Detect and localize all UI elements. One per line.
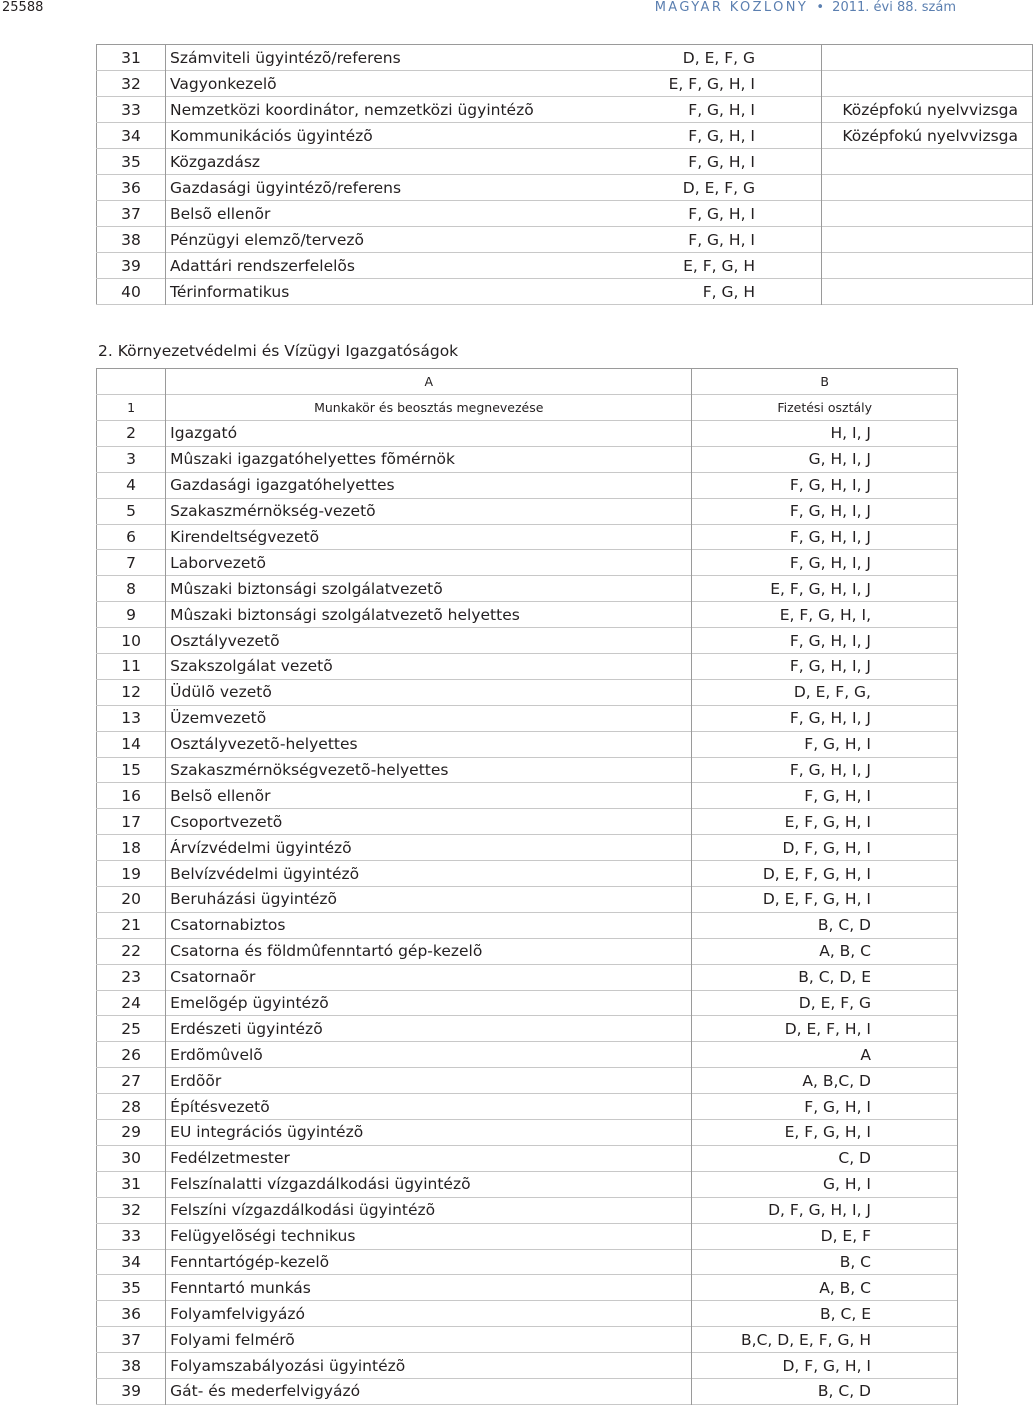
table-row [97,45,1033,71]
table-row [97,938,958,964]
table-row [97,279,1033,305]
job-title: Erdészeti ügyintézõ [166,1016,692,1042]
pay-class: D, E, F, G [692,990,958,1016]
job-title: Számviteli ügyintézõ/referens [170,48,401,67]
row-number: 24 [97,990,166,1016]
requirement [822,227,1033,253]
pay-class: E, F, G, H, I, [692,602,958,628]
requirement [822,45,1033,71]
row-number: 35 [97,149,166,175]
table-row [97,835,958,861]
row-number: 22 [97,938,166,964]
row-number: 4 [97,472,166,498]
job-title: Gát- és mederfelvigyázó [166,1378,692,1404]
table-row [97,964,958,990]
table-row [97,1016,958,1042]
page-header [0,0,960,18]
table-row [97,912,958,938]
pay-class: F, G, H, I, J [692,705,958,731]
table-row [97,654,958,680]
row-number: 31 [97,1171,166,1197]
row-number: 34 [97,123,166,149]
job-title: Fedélzetmester [166,1145,692,1171]
corner-cell [97,369,166,395]
pay-class: F, G, H [562,279,822,305]
pay-class: D, E, F, G [562,45,822,71]
row-number: 38 [97,1353,166,1379]
row-number: 11 [97,654,166,680]
job-title: Gazdasági igazgatóhelyettes [166,472,692,498]
table-row [97,201,1033,227]
table-row [97,1145,958,1171]
job-title: Vagyonkezelõ [170,74,277,93]
requirement [822,175,1033,201]
job-title: Mûszaki biztonsági szolgálatvezetõ [166,576,692,602]
pay-class: E, F, G, H, I [692,1120,958,1146]
table-row [97,1327,958,1353]
table-row [97,1197,958,1223]
row-number: 31 [97,45,166,71]
row-number: 13 [97,705,166,731]
row-number: 21 [97,912,166,938]
pay-class: F, G, H, I, J [692,498,958,524]
row-number: 39 [97,253,166,279]
table-row [97,123,1033,149]
section-2-title: 2. Környezetvédelmi és Vízügyi Igazgatóságok [98,342,459,360]
row-number: 14 [97,731,166,757]
job-title: Igazgató [166,421,692,447]
pay-class: B, C, D [692,1378,958,1404]
header-pay-class: Fizetési osztály [692,395,958,421]
job-title: Kommunikációs ügyintézõ [170,126,373,145]
pay-class: A [692,1042,958,1068]
pay-class: B, C, E [692,1301,958,1327]
page-number: 25588 [2,0,44,15]
job-title: Folyamszabályozási ügyintézõ [166,1353,692,1379]
column-header-row [97,395,958,421]
job-title: Emelõgép ügyintézõ [166,990,692,1016]
pay-class: D, F, G, H, I, J [692,1197,958,1223]
requirement [822,149,1033,175]
job-title: Folyamfelvigyázó [166,1301,692,1327]
row-number: 3 [97,446,166,472]
row-number: 19 [97,861,166,887]
pay-class: D, E, F, G [562,175,822,201]
row-number: 2 [97,421,166,447]
pay-class: F, G, H, I, J [692,524,958,550]
table-2 [96,368,958,1405]
pay-class: F, G, H, I [692,783,958,809]
pay-class: E, F, G, H, I [562,71,822,97]
job-title: Belvízvédelmi ügyintézõ [166,861,692,887]
table-row [97,990,958,1016]
table-row [97,227,1033,253]
table-row [97,628,958,654]
row-number: 40 [97,279,166,305]
requirement: Középfokú nyelvvizsga [822,123,1033,149]
pay-class: F, G, H, I [692,731,958,757]
pay-class: E, F, G, H, I [692,809,958,835]
table-row [97,576,958,602]
job-title: Felügyelõségi technikus [166,1223,692,1249]
job-title: Erdõõr [166,1068,692,1094]
row-number: 36 [97,1301,166,1327]
table-row [97,524,958,550]
pay-class: E, F, G, H [562,253,822,279]
pay-class: F, G, H, I [562,97,822,123]
row-number: 34 [97,1249,166,1275]
row-number: 9 [97,602,166,628]
job-title: Gazdasági ügyintézõ/referens [170,178,402,197]
job-title: Felszíni vízgazdálkodási ügyintézõ [166,1197,692,1223]
requirement [822,253,1033,279]
row-number: 8 [97,576,166,602]
pay-class: D, E, F [692,1223,958,1249]
table-row [97,149,1033,175]
row-number: 33 [97,97,166,123]
job-title: Pénzügyi elemzõ/tervezõ [170,230,364,249]
row-number: 28 [97,1094,166,1120]
row-number: 29 [97,1120,166,1146]
job-title: Fenntartógép-kezelõ [166,1249,692,1275]
pay-class: A, B, C [692,938,958,964]
pay-class: F, G, H, I [562,227,822,253]
table-row [97,809,958,835]
row-number: 12 [97,679,166,705]
column-letter-row [97,369,958,395]
job-title: Mûszaki igazgatóhelyettes fõmérnök [166,446,692,472]
row-number: 37 [97,201,166,227]
job-title: Csatornaõr [166,964,692,990]
pay-class: D, F, G, H, I [692,835,958,861]
row-number: 32 [97,1197,166,1223]
job-title: Csoportvezetõ [166,809,692,835]
pay-class: F, G, H, I, J [692,550,958,576]
pay-class: F, G, H, I [562,123,822,149]
column-b-letter: B [692,369,958,395]
requirement [822,71,1033,97]
row-number: 37 [97,1327,166,1353]
pay-class: E, F, G, H, I, J [692,576,958,602]
table-row [97,1275,958,1301]
job-title: Felszínalatti vízgazdálkodási ügyintézõ [166,1171,692,1197]
table-row [97,1068,958,1094]
table-row [97,757,958,783]
table-row [97,1223,958,1249]
row-number: 30 [97,1145,166,1171]
pay-class: B, C [692,1249,958,1275]
job-title: Belsõ ellenõr [166,783,692,809]
job-title: Beruházási ügyintézõ [166,887,692,913]
row-number: 20 [97,887,166,913]
job-title: Kirendeltségvezetõ [166,524,692,550]
pay-class: G, H, I, J [692,446,958,472]
row-number: 16 [97,783,166,809]
table-row [97,679,958,705]
table-row [97,602,958,628]
pay-class: D, F, G, H, I [692,1353,958,1379]
table-row [97,1378,958,1404]
journal-title [655,0,956,15]
row-number: 10 [97,628,166,654]
job-title: Szakaszmérnökségvezetõ-helyettes [166,757,692,783]
pay-class: A, B, C [692,1275,958,1301]
column-a-letter: A [166,369,692,395]
pay-class: F, G, H, I [562,149,822,175]
table-row [97,1353,958,1379]
pay-class: B, C, D [692,912,958,938]
pay-class: B,C, D, E, F, G, H [692,1327,958,1353]
row-number: 36 [97,175,166,201]
job-title: Szakaszmérnökség-vezetõ [166,498,692,524]
table-row [97,1120,958,1146]
table-row [97,1094,958,1120]
row-number: 7 [97,550,166,576]
row-number: 35 [97,1275,166,1301]
row-number: 38 [97,227,166,253]
job-title: Térinformatikus [170,282,290,301]
table-row [97,446,958,472]
pay-class: D, E, F, G, [692,679,958,705]
row-number: 6 [97,524,166,550]
table-row [97,71,1033,97]
requirement: Középfokú nyelvvizsga [822,97,1033,123]
pay-class: F, G, H, I [562,201,822,227]
table-row [97,421,958,447]
pay-class: H, I, J [692,421,958,447]
requirement [822,279,1033,305]
issue-number: 2011. évi 88. szám [832,0,956,15]
row-number: 5 [97,498,166,524]
table-row [97,1171,958,1197]
pay-class: D, E, F, G, H, I [692,861,958,887]
job-title: Építésvezetõ [166,1094,692,1120]
job-title: Erdõmûvelõ [166,1042,692,1068]
row-number: 15 [97,757,166,783]
job-title: Osztályvezetõ [166,628,692,654]
row-number: 25 [97,1016,166,1042]
pay-class: B, C, D, E [692,964,958,990]
header-row-number: 1 [97,395,166,421]
job-title: Csatornabiztos [166,912,692,938]
pay-class: F, G, H, I [692,1094,958,1120]
job-title: Fenntartó munkás [166,1275,692,1301]
pay-class: F, G, H, I, J [692,757,958,783]
table-row [97,1301,958,1327]
pay-class: C, D [692,1145,958,1171]
job-title: Szakszolgálat vezetõ [166,654,692,680]
requirement [822,201,1033,227]
job-title: Csatorna és földmûfenntartó gép-kezelõ [166,938,692,964]
table-row [97,1042,958,1068]
pay-class: F, G, H, I, J [692,654,958,680]
job-title: Adattári rendszerfelelõs [170,256,355,275]
job-title: Mûszaki biztonsági szolgálatvezetõ helyettes [166,602,692,628]
table-row [97,472,958,498]
row-number: 23 [97,964,166,990]
table-row [97,97,1033,123]
table-row [97,550,958,576]
job-title: Közgazdász [170,152,261,171]
job-title: Belsõ ellenõr [170,204,271,223]
table-row [97,887,958,913]
bullet-separator: • [816,0,825,15]
job-title: Üdülõ vezetõ [166,679,692,705]
row-number: 17 [97,809,166,835]
table-row [97,783,958,809]
table-row [97,861,958,887]
table-row [97,498,958,524]
row-number: 27 [97,1068,166,1094]
table-row [97,705,958,731]
table-row [97,1249,958,1275]
pay-class: F, G, H, I, J [692,628,958,654]
journal-name: MAGYAR KÖZLÖNY [654,0,809,15]
job-title: Nemzetközi koordinátor, nemzetközi ügyintézõ [170,100,534,119]
job-title: Laborvezetõ [166,550,692,576]
table-row [97,731,958,757]
job-title: Osztályvezetõ-helyettes [166,731,692,757]
row-number: 39 [97,1378,166,1404]
job-title: Üzemvezetõ [166,705,692,731]
job-title: Folyami felmérõ [166,1327,692,1353]
pay-class: F, G, H, I, J [692,472,958,498]
job-title: Árvízvédelmi ügyintézõ [166,835,692,861]
row-number: 18 [97,835,166,861]
row-number: 26 [97,1042,166,1068]
job-title: EU integrációs ügyintézõ [166,1120,692,1146]
pay-class: A, B,C, D [692,1068,958,1094]
row-number: 33 [97,1223,166,1249]
table-row [97,175,1033,201]
table-1 [96,44,1033,305]
header-job-title: Munkakör és beosztás megnevezése [166,395,692,421]
pay-class: D, E, F, H, I [692,1016,958,1042]
row-number: 32 [97,71,166,97]
pay-class: D, E, F, G, H, I [692,887,958,913]
table-row [97,253,1033,279]
pay-class: G, H, I [692,1171,958,1197]
